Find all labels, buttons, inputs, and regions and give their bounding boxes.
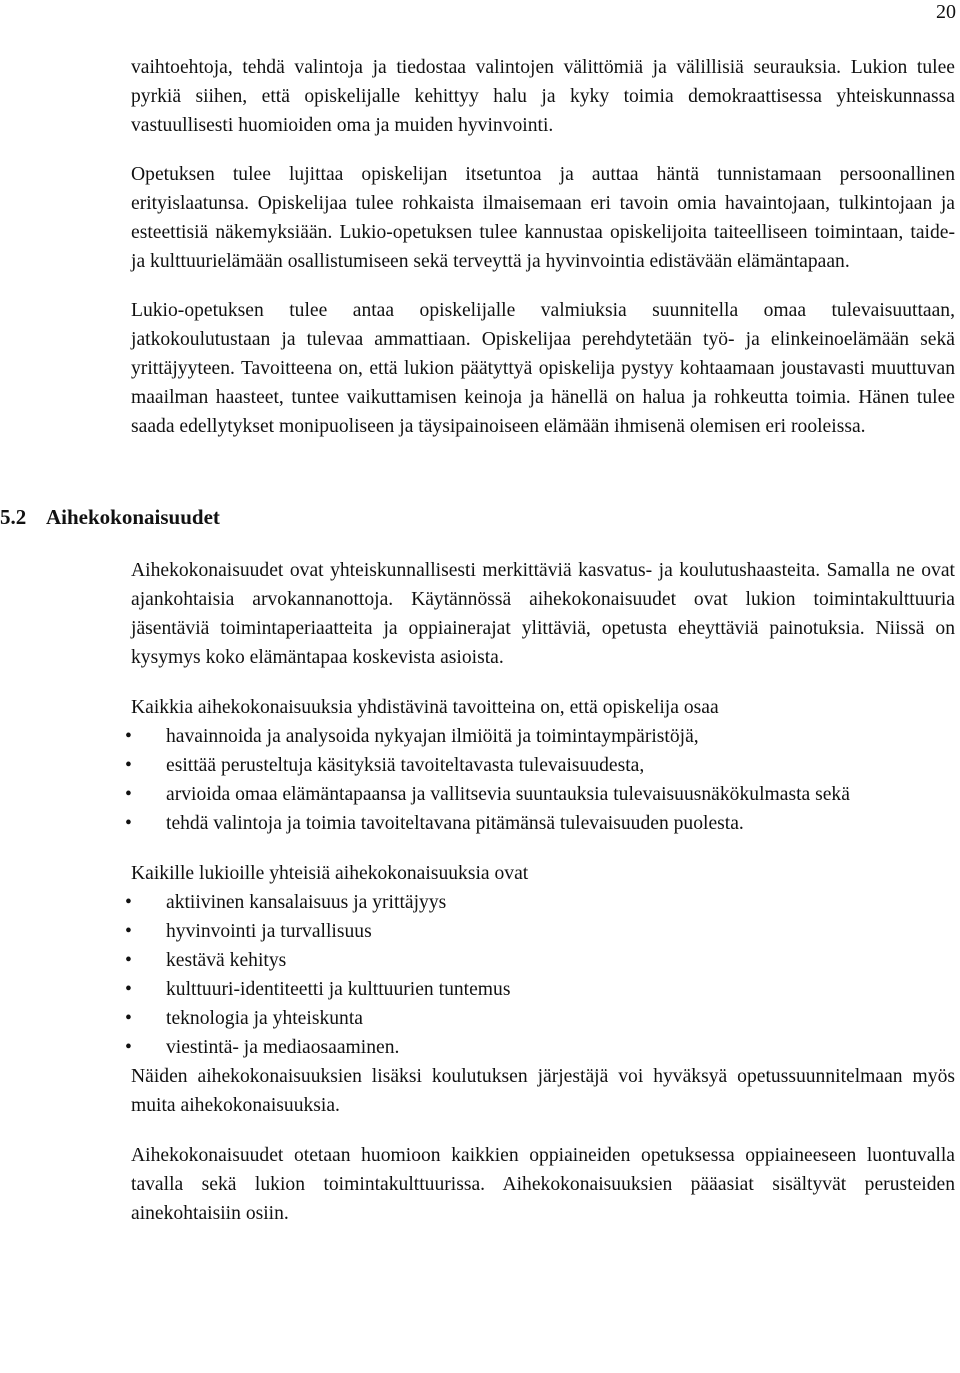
paragraph-intro-3: Lukio-opetuksen tulee antaa opiskelijalle valmiuksia suunnitella omaa tulevaisuuttaan, jatkokoulutustaan ja tulevaa ammattiaan. Opiskelijaa perehdytetään työ- ja elinkeinoelämään sekä yrittäjyyteen. Tavoitteena on, että lukion päätyttyä opiskelija pystyy kohtaamaan joustavasti muuttuvan maailman haasteet, tuntee vaikuttamisen keinoja ja hänellä on halua ja rohkeutta toimia. Hänen tulee saada edellytykset monipuoliseen ja täysipainoiseen elämään ihmisenä olemisen eri rooleissa. — [131, 300, 955, 437]
list-1-intro: Kaikkia aihekokonaisuuksia yhdistävinä tavoitteina on, että opiskelija osaa — [131, 697, 719, 718]
paragraph-after-list: Näiden aihekokonaisuuksien lisäksi koulutuksen järjestäjä voi hyväksyä opetussuunnitelmaan myös muita aihekokonaisuuksia. — [131, 1066, 955, 1116]
list-item: • kestävä kehitys — [131, 946, 955, 975]
page-number: 20 — [936, 1, 956, 23]
goals-list — [125, 722, 955, 838]
list-item: • tehdä valintoja ja toimia tavoiteltavana pitämänsä tulevaisuuden puolesta. — [131, 809, 955, 838]
list-item: • esittää perusteltuja käsityksiä tavoiteltavasta tulevaisuudesta, — [131, 751, 955, 780]
paragraph-last: Aihekokonaisuudet otetaan huomioon kaikkien oppiaineiden opetuksessa oppiaineeseen luontuvalla tavalla sekä lukion toimintakulttuurissa. Aihekokonaisuuksien pääasiat sisältyvät perusteiden ainekohtaisiin osiin. — [131, 1145, 955, 1224]
paragraph-intro-2: Opetuksen tulee lujittaa opiskelijan itsetuntoa ja auttaa häntä tunnistamaan persoonallinen erityislaatunsa. Opiskelijaa tulee rohkaista ilmaisemaan eri tavoin omia havaintojaan, tulkintojaan ja esteettisiä näkemyksiään. Lukio-opetuksen tulee kannustaa opiskelijoita taiteelliseen toimintaan, taide- ja kulttuurielämään osallistumiseen sekä terveyttä ja hyvinvointia edistävään elämäntapaan. — [131, 164, 955, 272]
document-body — [0, 53, 955, 1228]
bullet-icon: • — [125, 813, 132, 834]
list-item: • viestintä- ja mediaosaaminen. — [131, 1033, 955, 1062]
section-heading — [0, 503, 955, 531]
paragraph-intro-1: vaihtoehtoja, tehdä valintoja ja tiedostaa valintojen välittömiä ja välillisiä seurauksia. Lukion tulee pyrkiä siihen, että opiskelijalle kehittyy halu ja kyky toimia demokraattisessa yhteiskunnassa vastuullisesti huomioiden oma ja muiden hyvinvointi. — [131, 57, 955, 136]
list-2-intro: Kaikille lukioille yhteisiä aihekokonaisuuksia ovat — [131, 863, 529, 884]
list-item: • havainnoida ja analysoida nykyajan ilmiöitä ja toimintaympäristöjä, — [131, 722, 955, 751]
list-item: • aktiivinen kansalaisuus ja yrittäjyys — [131, 888, 955, 917]
bullet-icon: • — [125, 726, 132, 747]
themes-list — [125, 888, 955, 1062]
bullet-icon: • — [125, 950, 132, 971]
list-item: • teknologia ja yhteiskunta — [131, 1004, 955, 1033]
list-item: • kulttuuri-identiteetti ja kulttuurien tuntemus — [131, 975, 955, 1004]
section-title: Aihekokonaisuudet — [46, 505, 220, 529]
section-number: 5.2 — [0, 505, 27, 529]
bullet-icon: • — [125, 1008, 132, 1029]
bullet-icon: • — [125, 755, 132, 776]
list-item: • arvioida omaa elämäntapaansa ja vallitsevia suuntauksia tulevaisuusnäkökulmasta sekä — [131, 780, 955, 809]
bullet-icon: • — [125, 784, 132, 805]
bullet-icon: • — [125, 979, 132, 1000]
section-paragraph-1: Aihekokonaisuudet ovat yhteiskunnallisesti merkittäviä kasvatus- ja koulutushaasteita. Samalla ne ovat ajankohtaisia arvokannanottoja. Käytännössä aihekokonaisuudet ovat lukion toimintakulttuuria jäsentäviä toimintaperiaatteita ja oppiainerajat ylittäviä, opetusta eheyttäviä painotuksia. Niissä on kysymys koko elämäntapaa koskevista asioista. — [131, 560, 955, 668]
bullet-icon: • — [125, 1037, 132, 1058]
bullet-icon: • — [125, 921, 132, 942]
bullet-icon: • — [125, 892, 132, 913]
list-item: • hyvinvointi ja turvallisuus — [131, 917, 955, 946]
